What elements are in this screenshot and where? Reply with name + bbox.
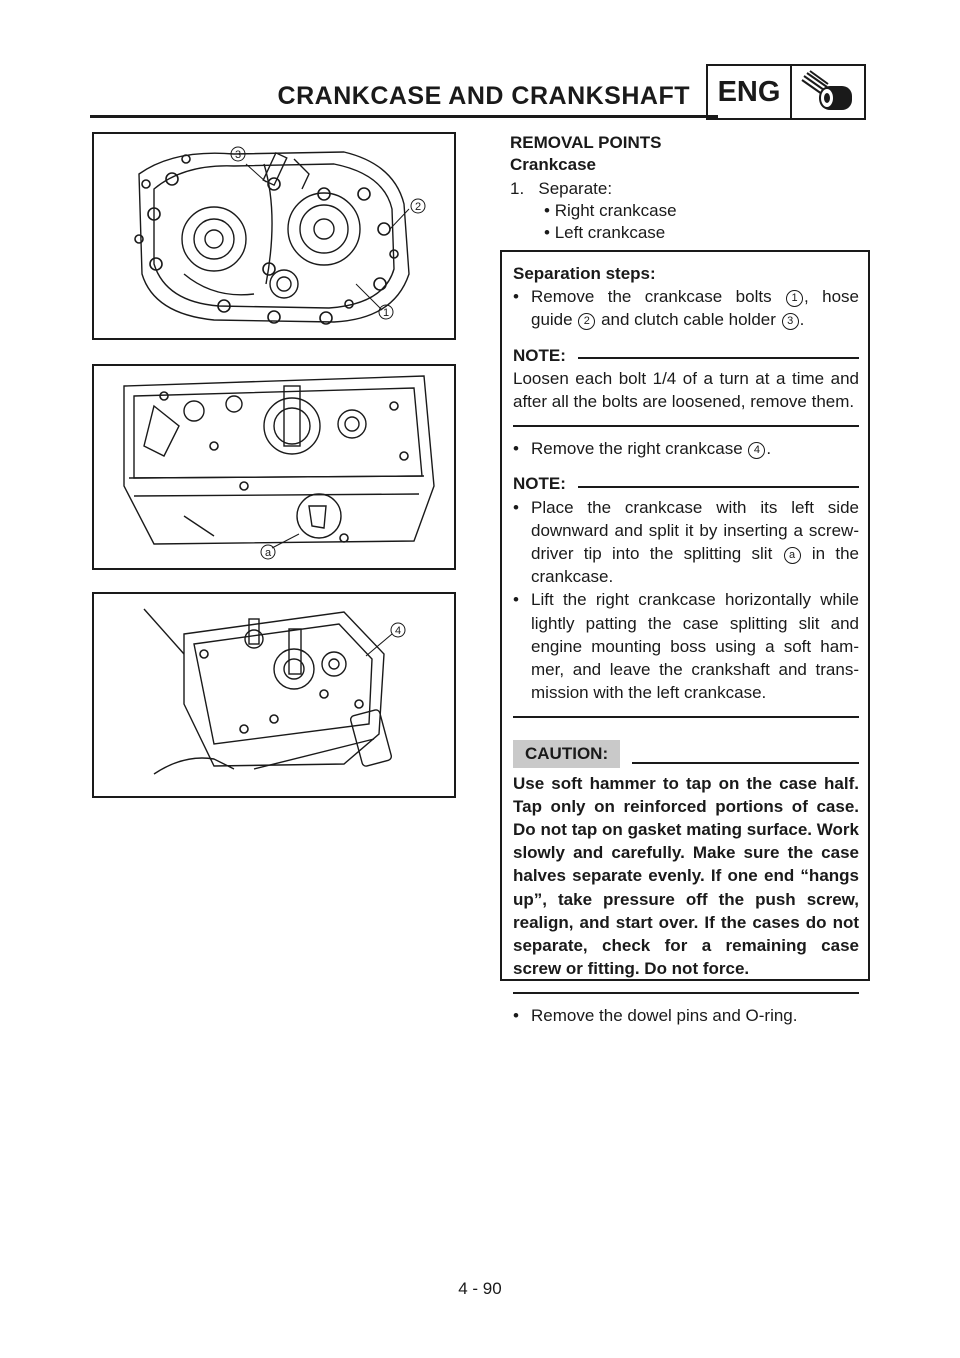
callout-a: a <box>264 547 272 559</box>
callout-3: 3 <box>234 149 242 161</box>
page-number: 4 - 90 <box>458 1279 502 1298</box>
ref-2: 2 <box>578 313 595 330</box>
gear-engine-icon <box>794 68 864 118</box>
callout-4: 4 <box>394 625 402 637</box>
note-text: Loosen each bolt 1/4 of a turn at a time and after all the bolts are loosened, remove them. <box>513 368 859 412</box>
list-item: • Place the crankcase with its left side downward and split it by inserting a screw-driver tip into the splitting slit a in the crankcase. <box>513 496 859 589</box>
figure-splitting-slit <box>92 364 456 570</box>
ref-4: 4 <box>748 442 765 459</box>
procedure-title: Separation steps: <box>513 264 656 283</box>
ref-a: a <box>784 547 801 564</box>
note-header: NOTE: <box>513 472 859 495</box>
divider <box>513 716 859 718</box>
removal-title: REMOVAL POINTS <box>510 133 662 152</box>
list-item: • Left crankcase <box>544 223 666 242</box>
caution-header <box>513 740 859 767</box>
eng-label: ENG <box>708 66 792 118</box>
section-title: CRANKCASE AND CRANKSHAFT <box>277 82 690 110</box>
figure-lift-crankcase <box>92 592 456 798</box>
removal-subtitle: Crankcase <box>510 155 597 174</box>
list-item: • Remove the crankcase bolts 1 , hose guide 2 and clutch cable holder 3 . <box>513 285 859 331</box>
removal-points <box>510 132 860 244</box>
step-label: Separate: <box>538 179 613 198</box>
callout-2: 2 <box>414 201 422 213</box>
caution-label: CAUTION: <box>513 740 620 767</box>
list-item: • Remove the dowel pins and O-ring. <box>513 1004 859 1027</box>
caution-text: Use soft hammer to tap on the case half. Tap only on reinforced portions of case. Do not tap on gasket mating surface. Work slowly and carefully. Make sure the case halves separate evenly. If one end “hangs up”, take pressure off the push screw, realign, and start over. If the cases do not separate, check for a remaining case screw or fitting. Do not force. <box>513 773 859 979</box>
list-item: • Remove the right crankcase 4 . <box>513 437 859 460</box>
divider <box>513 425 859 427</box>
figure-crankcase-bolts <box>92 132 456 340</box>
step-1 <box>510 178 860 200</box>
note-header: NOTE: <box>513 344 859 367</box>
list-item: • Lift the right crankcase horizontally while lightly patting the case splitting slit and engine mounting boss using a soft ham-mer, and leave the crankshaft and trans-mission with the left crankcase. <box>513 588 859 704</box>
step-number: 1. <box>510 179 525 198</box>
divider <box>513 992 859 994</box>
ref-1: 1 <box>786 290 803 307</box>
header-rule <box>90 115 718 118</box>
separation-steps-box <box>500 250 870 1026</box>
list-item: • Right crankcase <box>544 201 677 220</box>
ref-3: 3 <box>782 313 799 330</box>
callout-1: 1 <box>382 307 390 319</box>
eng-badge <box>706 64 866 120</box>
